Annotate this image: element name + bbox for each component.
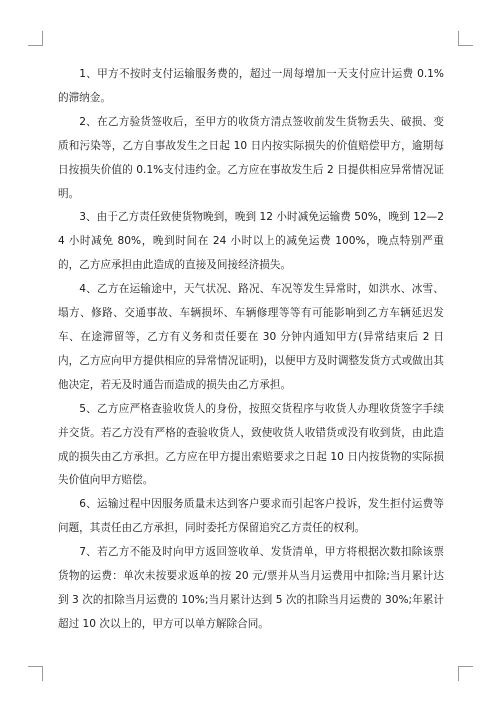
- crop-mark-top-left: [28, 31, 43, 46]
- crop-mark-bottom-left: [28, 666, 43, 681]
- clause-6: 6、运输过程中因服务质量未达到客户要求而引起客户投诉，发生拒付运费等问题，其责任由乙方承担，同时委托方保留追究乙方责任的权利。: [58, 498, 444, 535]
- contract-body: [58, 63, 444, 637]
- clause-3: 3、由于乙方责任致使货物晚到，晚到 12 小时减免运输费 50%，晚到 12—24 小时减免 80%，晚到时间在 24 小时以上的减免运费 100%，晚点特别严重的，乙方应承担由此造成的直接及间接经济损失。: [58, 211, 444, 272]
- clause-1: 1、甲方不按时支付运输服务费的，超过一周每增加一天支付应计运费 0.1%的滞纳金。: [58, 68, 444, 104]
- clause-4: 4、乙方在运输途中，天气状况、路况、车况等发生异常时，如洪水、冰雪、塌方、修路、交通事故、车辆损坏、车辆修理等等有可能影响到乙方车辆延迟发车、在途滞留等，乙方有义务和责任要在 30 分钟内通知甲方(异常结束后 2 日内，乙方应向甲方提供相应的异常情况证明)，以便甲方及时调整发货方式或做出其他决定，若无及时通告而造成的损失由乙方承担。: [58, 283, 444, 391]
- crop-mark-bottom-right: [458, 666, 473, 681]
- clause-2: 2、在乙方验货签收后，至甲方的收货方清点签收前发生货物丢失、破损、变质和污染等，乙方自事故发生之日起 10 日内按实际损失的价值赔偿甲方，逾期每日按损失价值的 0.1%支付违约金。乙方应在事故发生后 2 日提供相应异常情况证明。: [58, 115, 444, 200]
- clause-5: 5、乙方应严格查验收货人的身份，按照交货程序与收货人办理收货签字手续并交货。若乙方没有严格的查验收货人，致使收货人收错货或没有收到货，由此造成的损失由乙方承担。乙方应在甲方提出索赔要求之日起 10 日内按货物的实际损失价值向甲方赔偿。: [58, 402, 444, 487]
- crop-mark-top-right: [458, 31, 473, 46]
- clause-7: 7、若乙方不能及时向甲方返回签收单、发货清单，甲方将根据次数扣除该票货物的运费：单次未按要求返单的按 20 元/票并从当月运费用中扣除;当月累计达到 3 次的扣除当月运费的 10%;当月累计达到 5 次的扣除当月运费的 30%;年累计超过 10 次以上的，甲方可以单方解除合同。: [58, 546, 444, 630]
